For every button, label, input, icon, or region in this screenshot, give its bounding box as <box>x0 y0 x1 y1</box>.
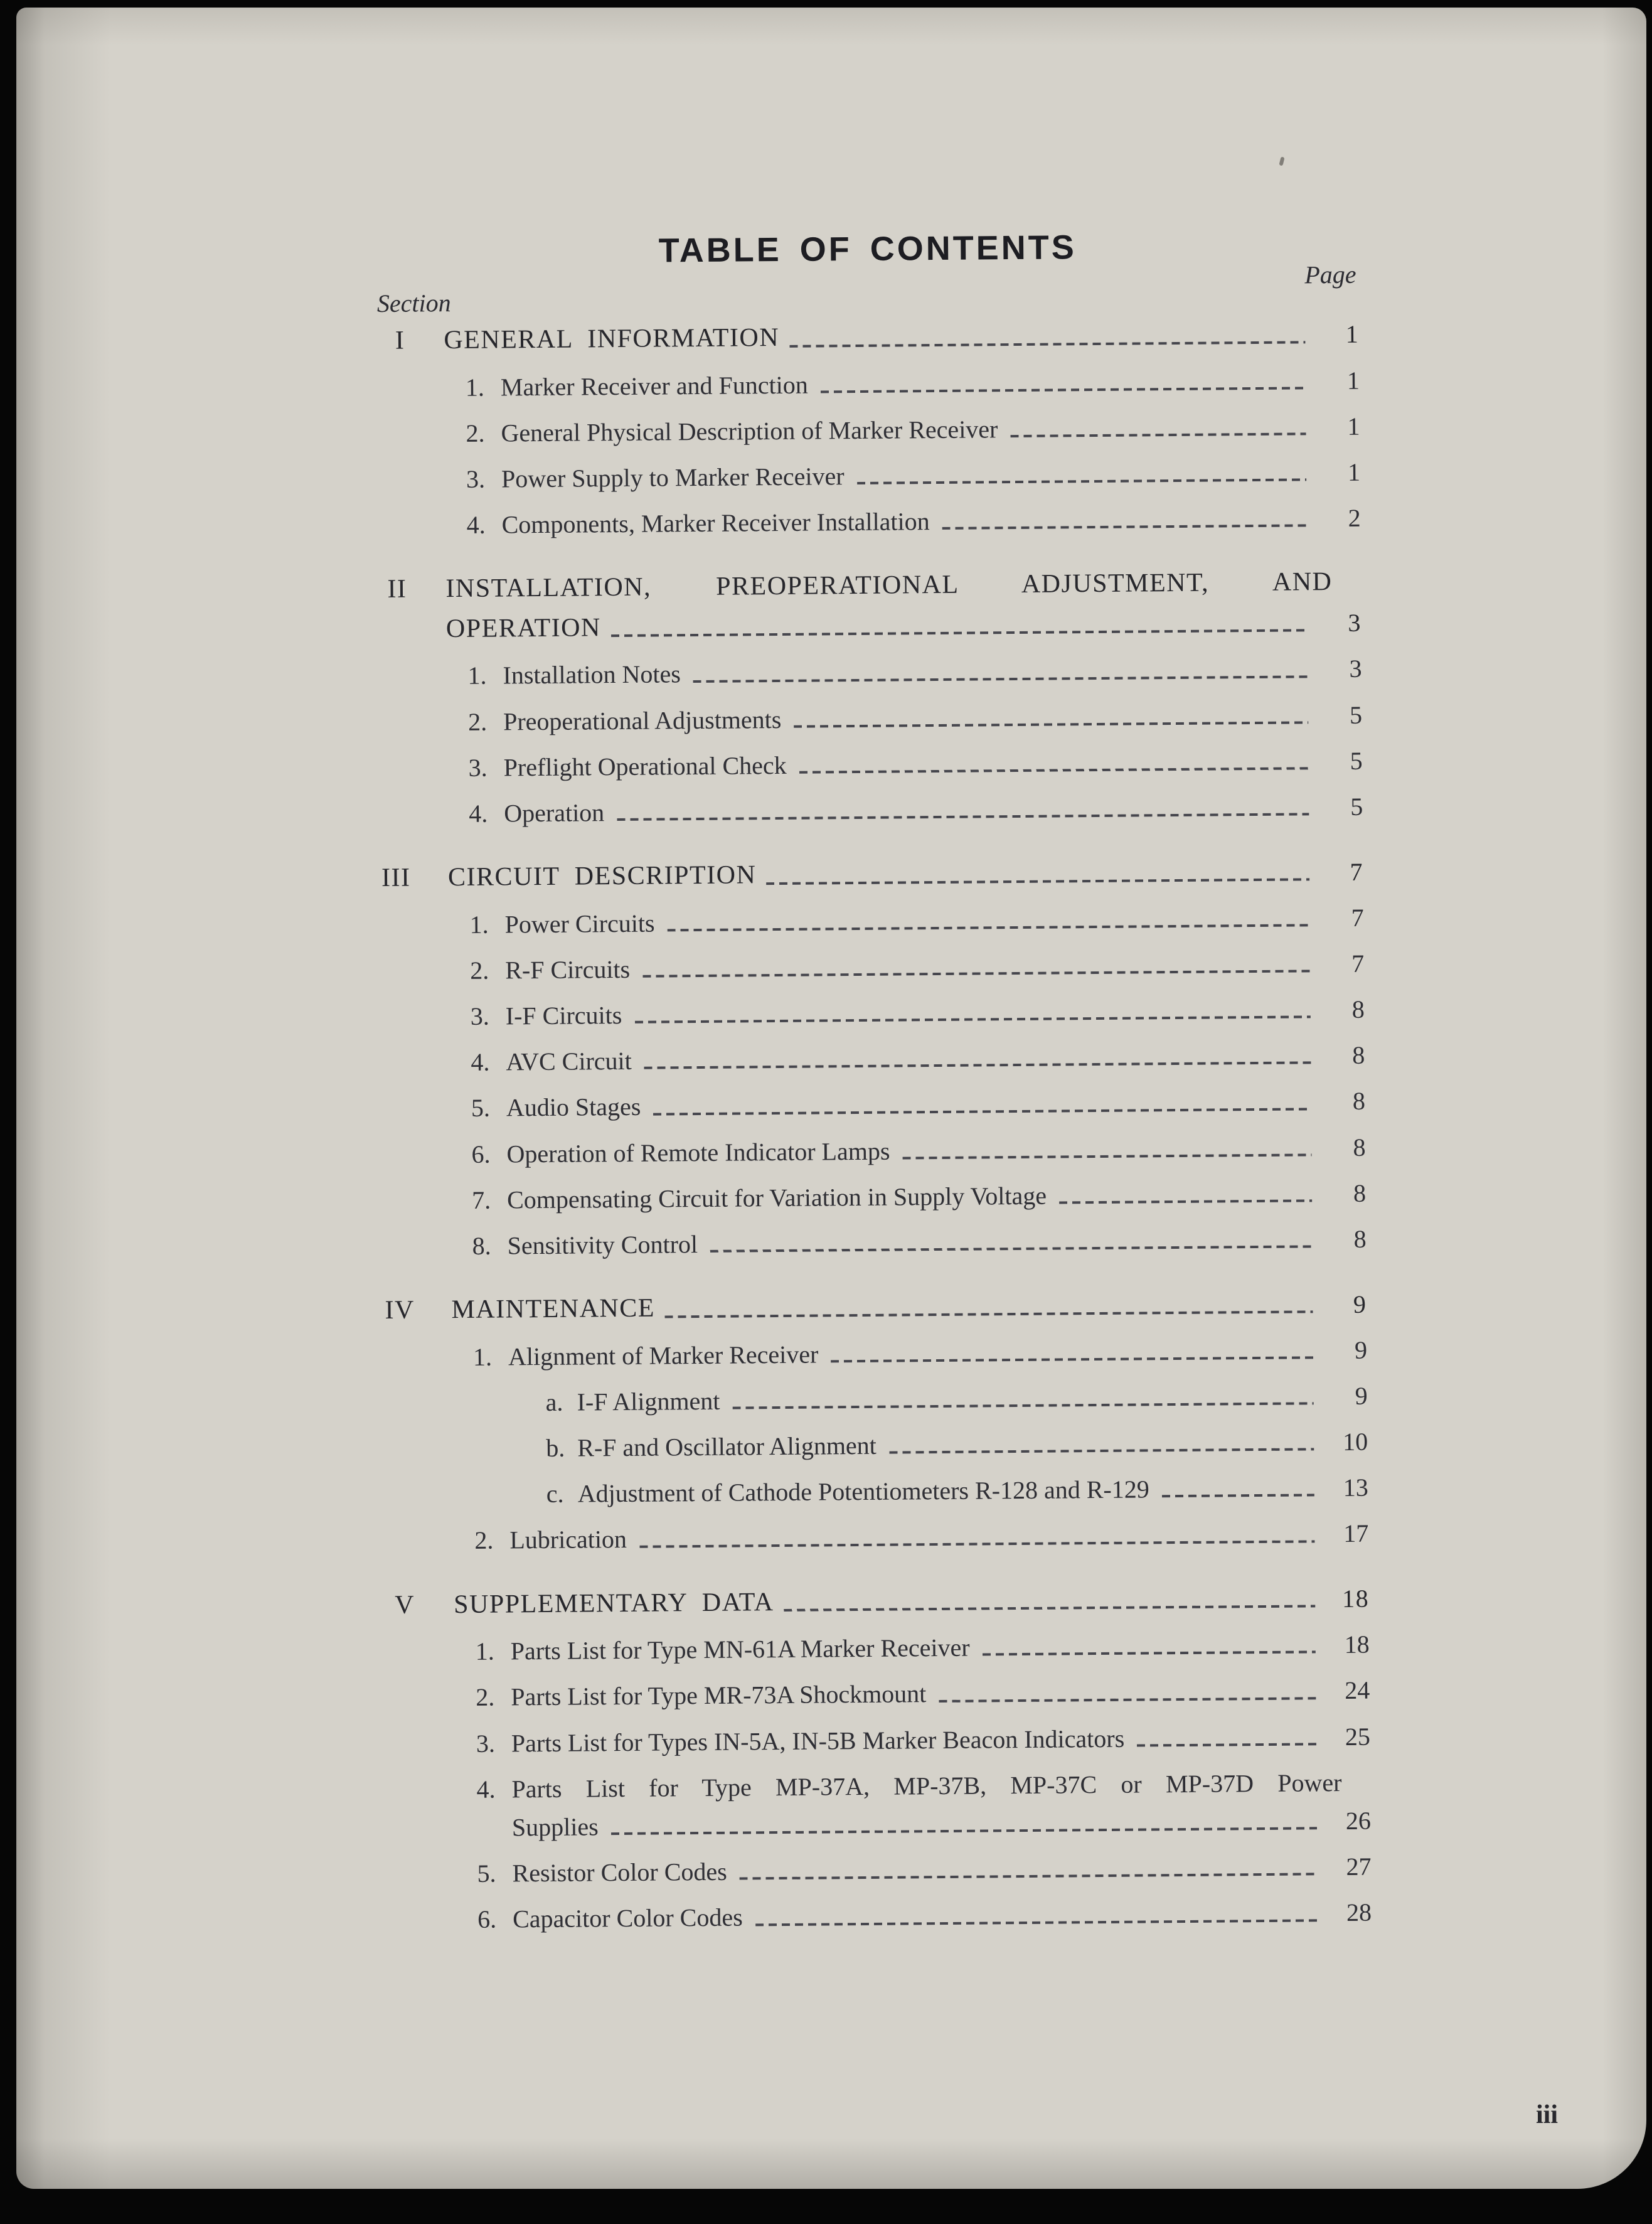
toc-entry-row <box>388 1767 1370 1804</box>
dot-leader <box>710 1246 1313 1253</box>
dot-leader <box>831 1356 1313 1362</box>
toc-section-row <box>381 855 1363 894</box>
toc-entry-row <box>382 949 1364 986</box>
page-number: 7 <box>1351 949 1365 978</box>
section-title: SUPPLEMENTARY DATA <box>453 1587 774 1619</box>
page-number: 8 <box>1353 1179 1367 1207</box>
folio-page-number: iii <box>1536 2100 1559 2129</box>
dot-leader <box>634 1016 1310 1024</box>
section-title: GENERAL INFORMATION <box>444 323 780 355</box>
page-number: 1 <box>1345 320 1360 349</box>
toc-section-row <box>377 318 1359 357</box>
entry-label: Resistor Color Codes <box>512 1857 727 1888</box>
dot-leader <box>766 878 1309 885</box>
dot-leader <box>668 924 1310 931</box>
toc-section-row <box>385 1288 1367 1327</box>
dot-leader <box>1137 1743 1316 1746</box>
page-number: 27 <box>1346 1852 1372 1881</box>
dot-leader <box>642 970 1310 977</box>
dot-leader <box>784 1605 1316 1612</box>
toc-entry-row <box>381 902 1363 939</box>
toc-subentry-row <box>386 1473 1368 1510</box>
entry-number: 3. <box>466 464 486 493</box>
section-title-continued: OPERATION <box>445 613 601 643</box>
page-column-label: Page <box>1304 260 1356 289</box>
dot-leader <box>1059 1199 1312 1204</box>
entry-number: 5. <box>477 1859 496 1888</box>
dot-leader <box>755 1919 1318 1926</box>
entry-number: 1. <box>475 1637 494 1666</box>
dot-leader <box>903 1153 1312 1159</box>
dot-leader <box>740 1873 1318 1880</box>
page-title: TABLE OF CONTENTS <box>658 228 1077 270</box>
page-number: 7 <box>1350 857 1364 886</box>
dot-leader <box>665 1310 1313 1318</box>
entry-label: Preflight Operational Check <box>503 751 787 782</box>
entry-number: 1. <box>467 661 487 690</box>
entry-label: Adjustment of Cathode Potentiometers R-128 and R-129 <box>577 1475 1149 1508</box>
page-number: 8 <box>1353 1133 1366 1162</box>
toc-entry-row <box>378 365 1360 402</box>
page-number: 1 <box>1346 366 1360 395</box>
toc-entry-row <box>381 792 1363 829</box>
toc-subentry-row <box>385 1381 1367 1418</box>
entry-label: Components, Marker Receiver Installation <box>501 507 930 539</box>
entry-label: Operation <box>504 798 605 828</box>
entry-label: Alignment of Marker Receiver <box>508 1340 819 1371</box>
page-number: 7 <box>1351 903 1364 932</box>
entry-label: Parts List for Type MR-73A Shockmount <box>511 1679 927 1711</box>
page-number: 8 <box>1352 1087 1366 1116</box>
entry-label: Preoperational Adjustments <box>503 705 782 736</box>
toc-entry-row <box>389 1852 1371 1889</box>
entry-label: Sensitivity Control <box>507 1230 698 1260</box>
entry-label: Power Supply to Marker Receiver <box>501 462 845 493</box>
toc-entry-row <box>381 746 1363 783</box>
page-number: 1 <box>1347 457 1361 486</box>
page-number: 26 <box>1345 1806 1372 1835</box>
entry-label: Compensating Circuit for Variation in Supply Voltage <box>506 1181 1047 1214</box>
section-column-label: Section <box>376 289 451 318</box>
entry-number: 2. <box>476 1682 495 1712</box>
section-numeral: V <box>395 1590 415 1620</box>
page-number: 8 <box>1351 995 1365 1024</box>
section-numeral: I <box>395 326 405 355</box>
toc-entry-row <box>384 1178 1366 1215</box>
dot-leader <box>942 525 1307 530</box>
toc-entry-row <box>380 700 1362 737</box>
toc-section-continuation <box>380 607 1362 646</box>
page-number: 1 <box>1347 412 1360 441</box>
dot-leader <box>799 767 1309 773</box>
toc-entry-row <box>386 1519 1368 1556</box>
page-number: 25 <box>1345 1722 1371 1751</box>
entry-number: 2. <box>470 956 489 985</box>
section-title: MAINTENANCE <box>451 1293 656 1325</box>
entry-label: Capacitor Color Codes <box>512 1903 743 1933</box>
entry-letter: c. <box>546 1480 564 1509</box>
dot-leader <box>889 1448 1314 1454</box>
entry-letter: b. <box>546 1433 565 1463</box>
entry-number: 8. <box>472 1231 491 1260</box>
page-number: 3 <box>1349 655 1362 683</box>
entry-number: 6. <box>477 1905 497 1934</box>
entry-label: Lubrication <box>509 1525 627 1554</box>
table-of-contents <box>376 226 1372 1935</box>
entry-label: I-F Circuits <box>505 1001 622 1030</box>
page-number: 8 <box>1352 1040 1365 1070</box>
section-numeral: II <box>387 574 407 604</box>
entry-number: 3. <box>470 1002 489 1030</box>
section-title: INSTALLATION, PREOPERATIONAL ADJUSTMENT, AND <box>445 567 1333 604</box>
entry-number: 4. <box>466 510 486 539</box>
entry-label: I-F Alignment <box>577 1386 720 1416</box>
entry-label: Parts List for Types IN-5A, IN-5B Marker Beacon Indicators <box>511 1724 1125 1757</box>
toc-subentry-row <box>386 1427 1368 1464</box>
column-headers <box>376 260 1359 318</box>
dot-leader <box>639 1540 1314 1548</box>
toc-entry-row <box>385 1335 1367 1372</box>
entry-label: Parts List for Type MP-37A, MP-37B, MP-37C or MP-37D Power <box>511 1768 1342 1804</box>
toc-entry-continuation <box>389 1806 1371 1843</box>
dot-leader <box>732 1402 1313 1409</box>
entry-number: 4. <box>471 1047 490 1077</box>
toc-entry-row <box>378 411 1360 448</box>
entry-label: R-F Circuits <box>505 954 631 985</box>
dot-leader <box>794 721 1308 727</box>
entry-label: R-F and Oscillator Alignment <box>577 1431 877 1462</box>
page-number: 5 <box>1349 700 1363 729</box>
entry-label: Parts List for Type MN-61A Marker Receiver <box>510 1633 970 1665</box>
page-number: 10 <box>1342 1427 1368 1457</box>
dot-leader <box>789 341 1305 347</box>
page-number: 9 <box>1355 1381 1368 1410</box>
toc-entry-row <box>388 1721 1370 1758</box>
entry-number: 3. <box>476 1729 496 1758</box>
entry-letter: a. <box>545 1387 563 1416</box>
toc-entry-row <box>383 1086 1365 1123</box>
section-numeral: IV <box>385 1295 415 1325</box>
entry-label: General Physical Description of Marker Receiver <box>501 414 998 447</box>
entry-label-continued: Supplies <box>511 1812 599 1842</box>
dot-leader <box>611 1827 1317 1835</box>
dot-leader <box>693 675 1308 683</box>
entry-number: 5. <box>471 1094 491 1123</box>
page-number: 18 <box>1341 1584 1370 1613</box>
toc-entry-row <box>388 1630 1370 1667</box>
page-number: 18 <box>1344 1630 1370 1659</box>
entry-number: 1. <box>465 373 485 402</box>
dot-leader <box>857 478 1306 484</box>
toc-section-row <box>387 1582 1369 1621</box>
entry-label: Installation Notes <box>503 660 681 690</box>
dot-leader <box>983 1651 1316 1656</box>
toc-entry-row <box>380 654 1362 691</box>
entry-number: 4. <box>476 1775 496 1804</box>
toc-section-row <box>379 567 1361 606</box>
dot-leader <box>821 387 1306 393</box>
entry-number: 2. <box>474 1526 494 1555</box>
page-number: 5 <box>1350 746 1363 775</box>
entry-number: 2. <box>466 419 485 447</box>
page-number: 9 <box>1353 1290 1367 1318</box>
section-title: CIRCUIT DESCRIPTION <box>447 860 757 892</box>
dot-leader <box>644 1062 1311 1069</box>
toc-entry-row <box>388 1676 1370 1713</box>
entry-label: Power Circuits <box>504 909 655 939</box>
entry-number: 2. <box>467 707 488 736</box>
toc-entry-row <box>378 503 1360 540</box>
page-number: 2 <box>1348 503 1361 532</box>
section-numeral: III <box>381 863 411 893</box>
page-number: 8 <box>1353 1224 1367 1253</box>
dot-leader <box>611 629 1308 638</box>
toc-entry-row <box>383 1040 1365 1077</box>
entry-label: Marker Receiver and Function <box>500 370 808 401</box>
entry-number: 1. <box>469 910 489 939</box>
entry-label: AVC Circuit <box>506 1047 632 1076</box>
toc-entry-row <box>383 995 1365 1032</box>
entry-number: 4. <box>469 799 488 828</box>
page-number: 24 <box>1345 1676 1370 1705</box>
page-number: 9 <box>1354 1335 1368 1364</box>
entry-number: 6. <box>471 1140 491 1168</box>
page-number: 28 <box>1346 1898 1372 1927</box>
dot-leader <box>617 813 1309 821</box>
page-number: 3 <box>1348 608 1362 638</box>
dot-leader <box>1010 432 1306 437</box>
dot-leader <box>1162 1494 1314 1498</box>
entry-number: 7. <box>471 1185 491 1214</box>
dot-leader <box>939 1697 1316 1703</box>
entry-number: 3. <box>468 753 488 782</box>
entry-label: Operation of Remote Indicator Lamps <box>506 1136 890 1168</box>
entry-number: 1. <box>472 1342 493 1371</box>
page-number: 17 <box>1343 1519 1369 1548</box>
toc-entry-row <box>378 457 1360 495</box>
toc-entry-row <box>384 1224 1366 1261</box>
dot-leader <box>653 1108 1311 1115</box>
toc-entry-row <box>383 1132 1365 1169</box>
page-number: 5 <box>1350 792 1363 821</box>
page-number: 13 <box>1343 1473 1368 1502</box>
entry-label: Audio Stages <box>506 1093 641 1122</box>
